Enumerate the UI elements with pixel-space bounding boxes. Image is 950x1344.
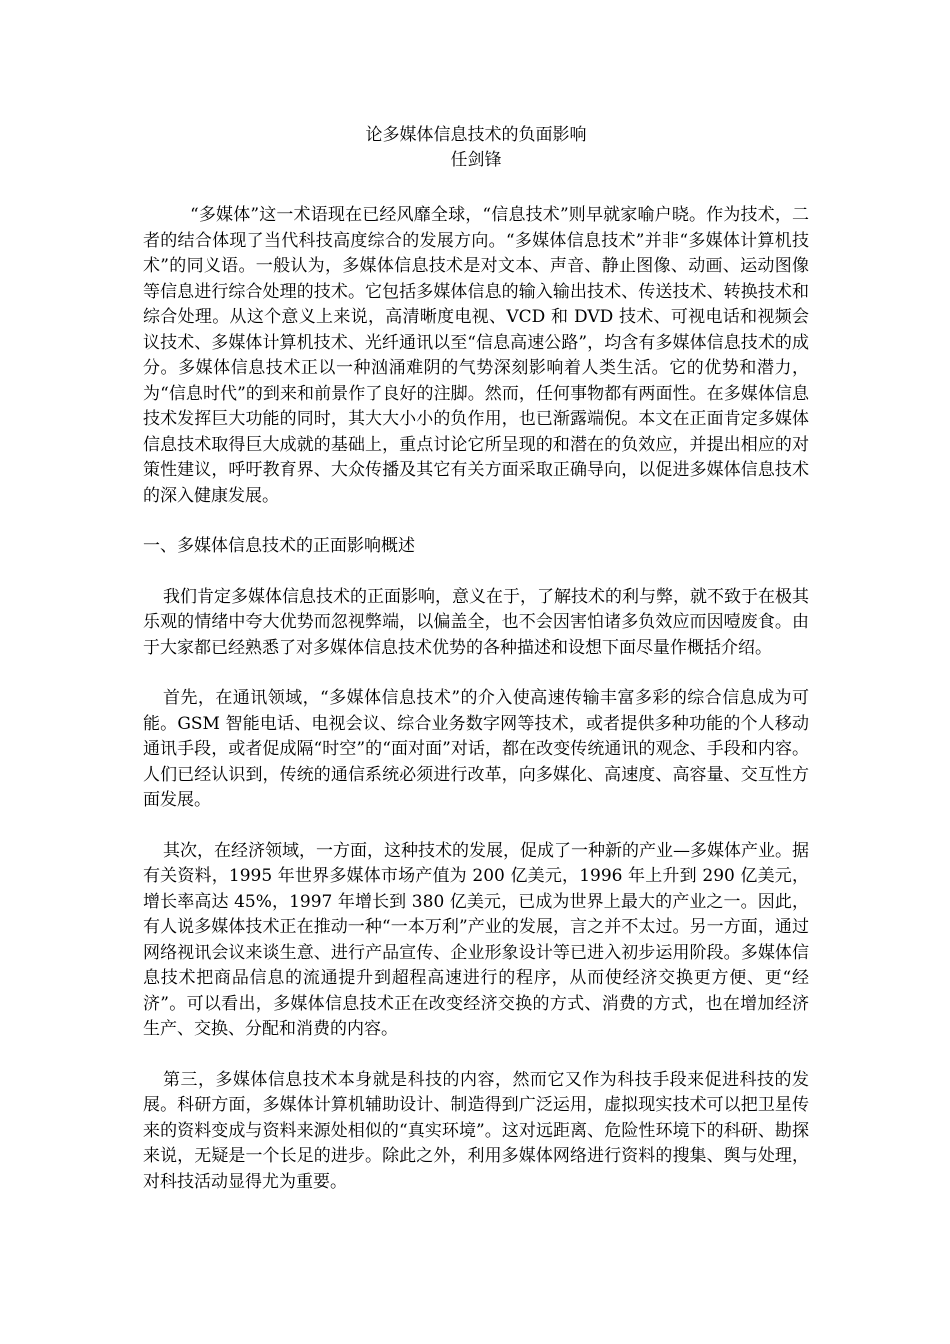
spacer bbox=[143, 814, 809, 839]
spacer bbox=[143, 560, 809, 585]
document-author: 任剑锋 bbox=[450, 150, 502, 170]
intro-paragraph: “多媒体”这一术语现在已经风靡全球，“信息技术”则早就家喻户晓。作为技术，二者的结合体现了当代科技高度综合的发展方向。“多媒体信息技术”并非“多媒体计算机技术”的同义语。一般认为，多媒体信息技术是对文本、声音、静止图像、动画、运动图像等信息进行综合处理的技术。它包括多媒体信息的输入输出技术、传送技术、转换技术和综合处理。从这个意义上来说，高清晰度电视、VCD 和 DVD 技术、可视电话和视频会议技术、多媒体计算机技术、光纤通讯以至“信息高速公路”，均含有多媒体信息技术的成分。多媒体信息技术正以一种汹涌难阴的气势深刻影响着人类生活。它的优势和潜力，为“信息时代”的到来和前景作了良好的注脚。然而，任何事物都有两面性。在多媒体信息技术发挥巨大功能的同时，其大大小小的负作用，也已渐露端倪。本文在正面肯定多媒体信息技术取得巨大成就的基础上，重点讨论它所呈现的和潜在的负效应，并提出相应的对策性建议，呼吁教育界、大众传播及其它有关方面采取正确导向，以促进多媒体信息技术的深入健康发展。 bbox=[143, 205, 809, 506]
spacer bbox=[143, 173, 809, 203]
spacer bbox=[143, 1043, 809, 1068]
body-paragraph-1: 我们肯定多媒体信息技术的正面影响，意义在于，了解技术的利与弊，就不致于在极其乐观的情绪中夸大优势而忽视弊端，以偏盖全，也不会因害怕诸多负效应而因噎废食。由于大家都已经熟悉了对多媒体信息技术优势的各种描述和设想下面尽量作概括介绍。 bbox=[143, 586, 809, 658]
body-paragraph-4: 第三，多媒体信息技术本身就是科技的内容，然而它又作为科技手段来促进科技的发展。科研方面，多媒体计算机辅助设计、制造得到广泛运用，虚拟现实技术可以把卫星传来的资料变成与资料来源处相似的“真实环境”。这对远距离、危险性环境下的科研、勘探来说，无疑是一个长足的进步。除此之外，利用多媒体网络进行资料的搜集、舆与处理，对科技活动显得尤为重要。 bbox=[143, 1069, 809, 1192]
document-title: 论多媒体信息技术的负面影响 bbox=[365, 125, 587, 145]
document-page bbox=[143, 123, 809, 1195]
body-paragraph-2: 首先，在通讯领域，“多媒体信息技术”的介入使高速传输丰富多彩的综合信息成为可能。GSM 智能电话、电视会议、综合业务数字网等技术，或者提供多种功能的个人移动通讯手段，或者促成隔“时空”的“面对面”对话，都在改变传统通讯的观念、手段和内容。人们已经认识到，传统的通信系统必须进行改革，向多媒化、高速度、高容量、交互性方面发展。 bbox=[143, 688, 809, 810]
spacer bbox=[143, 509, 809, 534]
spacer bbox=[143, 661, 809, 686]
section-heading: 一、多媒体信息技术的正面影响概述 bbox=[143, 536, 415, 556]
body-paragraph-3: 其次，在经济领域，一方面，这种技术的发展，促成了一种新的产业—多媒体产业。据有关资料，1995 年世界多媒体市场产值为 200 亿美元，1996 年上升到 290 亿美元，增长率高达 45%，1997 年增长到 380 亿美元，已成为世界上最大的产业之一。因此，有人说多媒体技术正在推动一种“一本万利”产业的发展，言之并不太过。另一方面，通过网络视讯会议来谈生意、进行产品宣传、企业形象设计等已进入初步运用阶段。多媒体信息技术把商品信息的流通提升到超程高速进行的程序，从而使经济交换更方便、更“经济”。可以看出，多媒体信息技术正在改变经济交换的方式、消费的方式，也在增加经济生产、交换、分配和消费的内容。 bbox=[143, 840, 809, 1039]
